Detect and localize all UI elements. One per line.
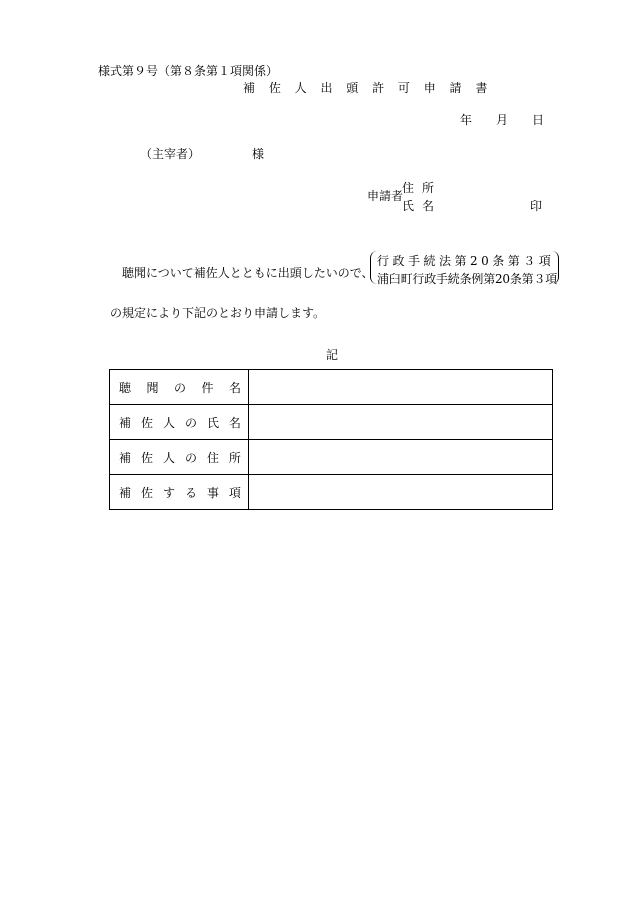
applicant-address-label: 住所 [402,181,443,195]
document-title: 補 佐 人 出 頭 許 可 申 請 書 [243,81,493,95]
ki-heading: 記 [326,348,339,362]
row-label: 補 佐 す る 事 項 [110,475,249,510]
row-value-field[interactable] [249,405,553,440]
date-day-label: 日 [532,113,545,127]
addressee-honorific: 様 [252,147,265,161]
details-table [109,369,553,510]
date-month-label: 月 [496,113,509,127]
table-row [110,475,553,510]
applicant-name-label: 氏名 [402,199,443,213]
row-label: 聴 聞 の 件 名 [110,370,249,405]
table-row [110,370,553,405]
row-value-field[interactable] [249,475,553,510]
law-reference-2: 浦臼町行政手続条例第20条第３項 [377,272,558,286]
row-value-field[interactable] [249,370,553,405]
addressee-organizer: （主宰者） [140,147,201,161]
row-label: 補 佐 人 の 住 所 [110,440,249,475]
form-number: 様式第９号（第８条第１項関係） [98,64,279,78]
row-label: 補 佐 人 の 氏 名 [110,405,249,440]
table-row [110,440,553,475]
statement-part1: 聴聞について補佐人とともに出頭したいので、 [122,266,374,280]
date-year-label: 年 [460,113,473,127]
applicant-label: 申請者 [367,189,404,203]
statement-part2: の規定により下記のとおり申請します。 [110,306,326,320]
law-reference-1: 行政手続法第20条第３項 [377,254,555,268]
row-value-field[interactable] [249,440,553,475]
seal-mark: 印 [530,199,543,213]
table-row [110,405,553,440]
